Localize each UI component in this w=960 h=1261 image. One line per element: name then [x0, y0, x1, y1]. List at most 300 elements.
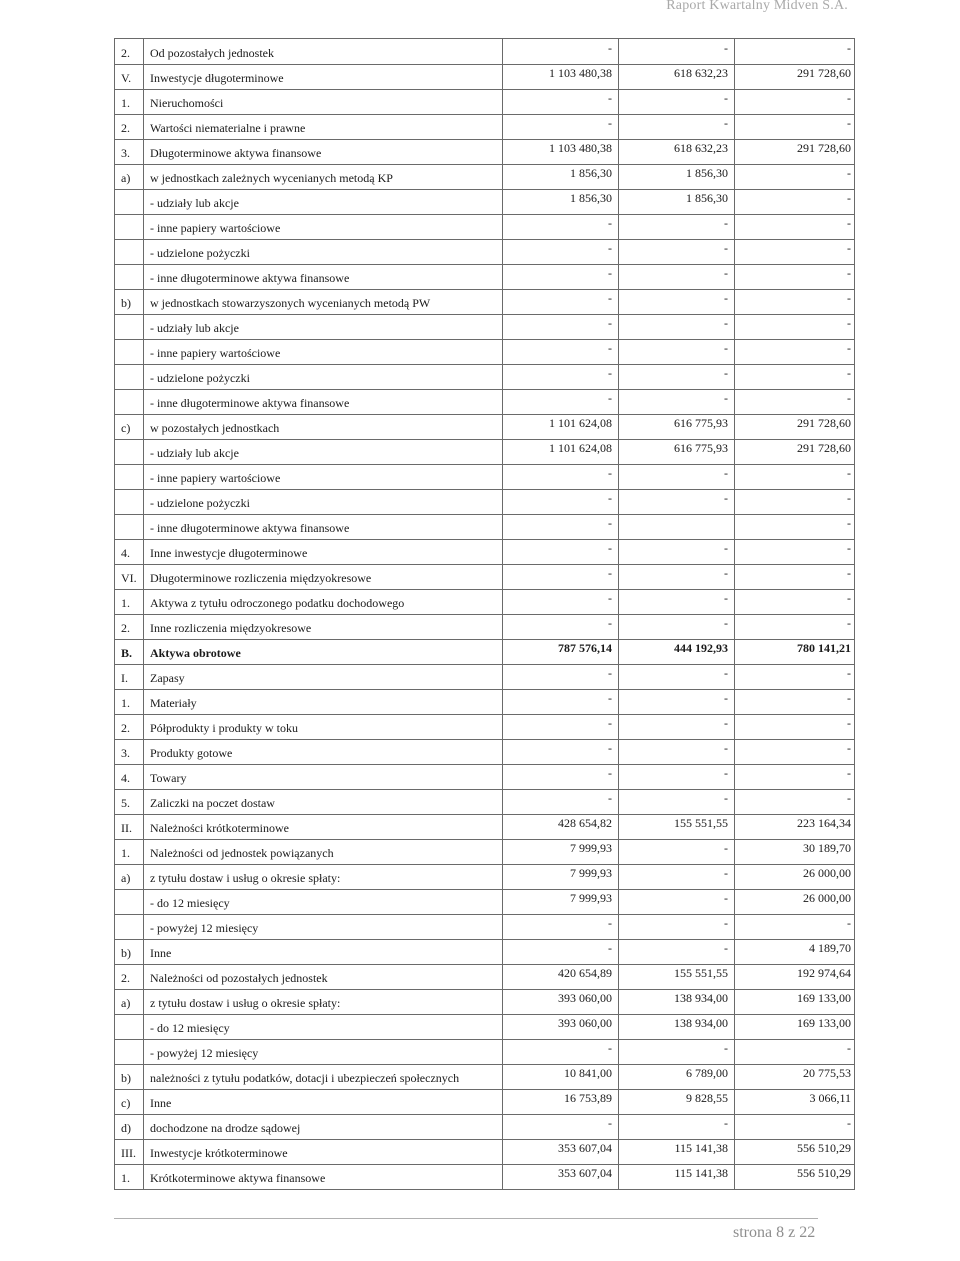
row-label: - inne papiery wartościowe [150, 471, 281, 485]
page-number: strona 8 z 22 [733, 1224, 816, 1241]
value-cell-col2: - [724, 91, 728, 105]
row-label: Inwestycje krótkoterminowe [150, 1146, 288, 1160]
value-cell-col1: 16 753,89 [564, 1091, 612, 1105]
row-number: VI. [121, 571, 137, 585]
row-label: - udziały lub akcje [150, 446, 239, 460]
table-row [115, 1089, 856, 1114]
row-divider [115, 1014, 854, 1015]
value-cell-col3: 26 000,00 [803, 891, 851, 905]
table-row [115, 1039, 856, 1064]
row-divider [115, 1039, 854, 1040]
value-cell-col1: 420 654,89 [558, 966, 612, 980]
value-cell-col2: - [724, 291, 728, 305]
value-cell-col3: 780 141,21 [797, 641, 851, 655]
row-number: d) [121, 1121, 131, 1135]
row-label: - inne papiery wartościowe [150, 346, 281, 360]
row-number: III. [121, 1146, 136, 1160]
table-row [115, 1164, 856, 1189]
row-divider [115, 514, 854, 515]
row-label: Aktywa z tytułu odroczonego podatku dochodowego [150, 596, 405, 610]
value-cell-col1: - [608, 691, 612, 705]
value-cell-col3: 291 728,60 [797, 141, 851, 155]
row-label: Inne [150, 946, 172, 960]
row-number: 5. [121, 796, 130, 810]
value-cell-col2: 115 141,38 [674, 1141, 728, 1155]
value-cell-col1: 428 654,82 [558, 816, 612, 830]
value-cell-col2: 155 551,55 [674, 816, 728, 830]
row-number: 1. [121, 96, 130, 110]
row-label: Materiały [150, 696, 197, 710]
row-number: 2. [121, 121, 130, 135]
row-label: Zaliczki na poczet dostaw [150, 796, 275, 810]
row-divider [115, 139, 854, 140]
value-cell-col1: 1 856,30 [570, 191, 612, 205]
value-cell-col2: - [724, 841, 728, 855]
table-row [115, 164, 856, 189]
row-number: b) [121, 1071, 131, 1085]
table-row [115, 439, 856, 464]
table-row [115, 1139, 856, 1164]
row-number: b) [121, 296, 131, 310]
value-cell-col2: - [724, 616, 728, 630]
value-cell-col3: - [847, 766, 851, 780]
value-cell-col1: 787 576,14 [558, 641, 612, 655]
row-number: 2. [121, 971, 130, 985]
row-label: Inwestycje długoterminowe [150, 71, 284, 85]
value-cell-col3: 223 164,34 [797, 816, 851, 830]
table-row [115, 214, 856, 239]
row-label: Nieruchomości [150, 96, 224, 110]
table-row [115, 489, 856, 514]
row-divider [115, 1164, 854, 1165]
row-label: Inne [150, 1096, 172, 1110]
table-row [115, 1114, 856, 1139]
value-cell-col1: 10 841,00 [564, 1066, 612, 1080]
row-label: Wartości niematerialne i prawne [150, 121, 306, 135]
table-row [115, 664, 856, 689]
value-cell-col1: - [608, 791, 612, 805]
table-row [115, 539, 856, 564]
value-cell-col2: 616 775,93 [674, 416, 728, 430]
row-number: 3. [121, 746, 130, 760]
value-cell-col2: - [724, 741, 728, 755]
value-cell-col3: - [847, 1041, 851, 1055]
value-cell-col1: - [608, 591, 612, 605]
row-number: 1. [121, 846, 130, 860]
row-divider [115, 1089, 854, 1090]
value-cell-col1: 393 060,00 [558, 991, 612, 1005]
row-number: II. [121, 821, 132, 835]
table-row [115, 239, 856, 264]
value-cell-col2: - [724, 116, 728, 130]
value-cell-col3: - [847, 291, 851, 305]
row-number: 2. [121, 621, 130, 635]
value-cell-col2: - [724, 566, 728, 580]
table-row [115, 814, 856, 839]
row-divider [115, 839, 854, 840]
value-cell-col3: - [847, 491, 851, 505]
value-cell-col3: - [847, 541, 851, 555]
row-divider [115, 989, 854, 990]
row-label: należności z tytułu podatków, dotacji i ubezpieczeń społecznych [150, 1071, 460, 1085]
value-cell-col1: - [608, 741, 612, 755]
row-label: - powyżej 12 miesięcy [150, 1046, 259, 1060]
row-divider [115, 889, 854, 890]
row-divider [115, 439, 854, 440]
table-row [115, 789, 856, 814]
row-label: - udziały lub akcje [150, 196, 239, 210]
row-label: Inne rozliczenia międzyokresowe [150, 621, 312, 635]
row-divider [115, 314, 854, 315]
row-divider [115, 639, 854, 640]
value-cell-col3: 291 728,60 [797, 441, 851, 455]
row-divider [115, 739, 854, 740]
value-cell-col3: - [847, 916, 851, 930]
value-cell-col2: - [724, 716, 728, 730]
table-row [115, 114, 856, 139]
row-divider [115, 239, 854, 240]
row-divider [115, 814, 854, 815]
value-cell-col2: - [724, 391, 728, 405]
value-cell-col2: - [724, 216, 728, 230]
row-label: z tytułu dostaw i usług o okresie spłaty: [150, 996, 341, 1010]
row-label: - do 12 miesięcy [150, 896, 230, 910]
value-cell-col2: - [724, 891, 728, 905]
row-divider [115, 664, 854, 665]
value-cell-col2: 618 632,23 [674, 141, 728, 155]
row-divider [115, 214, 854, 215]
table-row [115, 889, 856, 914]
value-cell-col1: - [608, 266, 612, 280]
value-cell-col3: - [847, 466, 851, 480]
value-cell-col3: - [847, 716, 851, 730]
row-divider [115, 1139, 854, 1140]
value-cell-col1: - [608, 241, 612, 255]
row-label: Inne inwestycje długoterminowe [150, 546, 308, 560]
row-divider [115, 914, 854, 915]
value-cell-col2: 155 551,55 [674, 966, 728, 980]
value-cell-col2: - [724, 1116, 728, 1130]
row-divider [115, 164, 854, 165]
row-divider [115, 289, 854, 290]
value-cell-col1: - [608, 566, 612, 580]
row-divider [115, 114, 854, 115]
row-divider [115, 589, 854, 590]
value-cell-col1: - [608, 616, 612, 630]
row-label: Należności od pozostałych jednostek [150, 971, 328, 985]
value-cell-col1: 393 060,00 [558, 1016, 612, 1030]
row-number: 1. [121, 696, 130, 710]
value-cell-col1: - [608, 666, 612, 680]
row-number: a) [121, 171, 131, 185]
row-label: Krótkoterminowe aktywa finansowe [150, 1171, 326, 1185]
value-cell-col2: - [724, 941, 728, 955]
value-cell-col1: - [608, 1116, 612, 1130]
row-label: w jednostkach zależnych wycenianych metodą KP [150, 171, 393, 185]
table-row [115, 589, 856, 614]
value-cell-col3: 30 189,70 [803, 841, 851, 855]
table-row [115, 139, 856, 164]
row-label: Długoterminowe aktywa finansowe [150, 146, 322, 160]
value-cell-col1: 1 101 624,08 [549, 416, 612, 430]
value-cell-col3: 169 133,00 [797, 991, 851, 1005]
value-cell-col1: - [608, 391, 612, 405]
value-cell-col1: - [608, 116, 612, 130]
row-number: 1. [121, 596, 130, 610]
value-cell-col2: 9 828,55 [686, 1091, 728, 1105]
value-cell-col2: - [724, 366, 728, 380]
row-number: 2. [121, 721, 130, 735]
value-cell-col3: - [847, 791, 851, 805]
value-cell-col2: 115 141,38 [674, 1166, 728, 1180]
value-cell-col3: 3 066,11 [809, 1091, 851, 1105]
value-cell-col3: - [847, 616, 851, 630]
value-cell-col1: - [608, 91, 612, 105]
value-cell-col2: - [724, 491, 728, 505]
row-label: - udziały lub akcje [150, 321, 239, 335]
row-label: Aktywa obrotowe [150, 646, 241, 660]
report-header-title: Raport Kwartalny Midven S.A. [666, 0, 848, 13]
value-cell-col1: - [608, 916, 612, 930]
row-number: B. [121, 646, 133, 660]
row-divider [115, 614, 854, 615]
value-cell-col1: - [608, 541, 612, 555]
value-cell-col2: 1 856,30 [686, 166, 728, 180]
value-cell-col3: - [847, 166, 851, 180]
table-row [115, 914, 856, 939]
value-cell-col3: - [847, 691, 851, 705]
row-divider [115, 189, 854, 190]
value-cell-col2: 138 934,00 [674, 1016, 728, 1030]
table-row [115, 939, 856, 964]
value-cell-col1: 353 607,04 [558, 1141, 612, 1155]
value-cell-col3: - [847, 191, 851, 205]
value-cell-col3: - [847, 241, 851, 255]
value-cell-col1: - [608, 766, 612, 780]
value-cell-col3: - [847, 366, 851, 380]
row-label: - do 12 miesięcy [150, 1021, 230, 1035]
row-number: a) [121, 996, 131, 1010]
row-divider [115, 364, 854, 365]
value-cell-col2: 138 934,00 [674, 991, 728, 1005]
value-cell-col2: - [724, 866, 728, 880]
row-number: b) [121, 946, 131, 960]
value-cell-col3: - [847, 591, 851, 605]
row-label: Produkty gotowe [150, 746, 233, 760]
value-cell-col2: 444 192,93 [674, 641, 728, 655]
table-row [115, 839, 856, 864]
value-cell-col3: - [847, 266, 851, 280]
row-label: z tytułu dostaw i usług o okresie spłaty: [150, 871, 341, 885]
row-divider [115, 389, 854, 390]
value-cell-col3: - [847, 666, 851, 680]
value-cell-col2: - [724, 766, 728, 780]
value-cell-col3: - [847, 516, 851, 530]
value-cell-col3: - [847, 316, 851, 330]
value-cell-col3: 20 775,53 [803, 1066, 851, 1080]
row-divider [115, 339, 854, 340]
row-number: 2. [121, 46, 130, 60]
row-divider [115, 564, 854, 565]
row-divider [115, 864, 854, 865]
value-cell-col1: 353 607,04 [558, 1166, 612, 1180]
row-number: c) [121, 421, 131, 435]
row-label: Zapasy [150, 671, 185, 685]
value-cell-col3: 169 133,00 [797, 1016, 851, 1030]
table-row [115, 989, 856, 1014]
table-row [115, 389, 856, 414]
table-row [115, 264, 856, 289]
row-label: - udzielone pożyczki [150, 371, 250, 385]
row-label: - inne długoterminowe aktywa finansowe [150, 521, 350, 535]
value-cell-col2: - [724, 691, 728, 705]
row-divider [115, 789, 854, 790]
value-cell-col1: 7 999,93 [570, 866, 612, 880]
table-row [115, 1064, 856, 1089]
value-cell-col2: - [724, 591, 728, 605]
value-cell-col1: 1 101 624,08 [549, 441, 612, 455]
row-label: w pozostałych jednostkach [150, 421, 280, 435]
value-cell-col2: - [724, 266, 728, 280]
value-cell-col3: 556 510,29 [797, 1166, 851, 1180]
value-cell-col3: - [847, 341, 851, 355]
value-cell-col1: - [608, 41, 612, 55]
row-number: c) [121, 1096, 131, 1110]
value-cell-col2: 1 856,30 [686, 191, 728, 205]
row-number: 1. [121, 1171, 130, 1185]
row-number: 4. [121, 546, 130, 560]
value-cell-col2: - [724, 791, 728, 805]
value-cell-col1: - [608, 491, 612, 505]
value-cell-col2: 618 632,23 [674, 66, 728, 80]
table-row [115, 39, 856, 64]
value-cell-col2: - [724, 316, 728, 330]
row-divider [115, 764, 854, 765]
table-row [115, 89, 856, 114]
value-cell-col2: - [724, 466, 728, 480]
value-cell-col3: - [847, 566, 851, 580]
value-cell-col3: - [847, 216, 851, 230]
table-row [115, 514, 856, 539]
row-label: - inne długoterminowe aktywa finansowe [150, 396, 350, 410]
value-cell-col1: 1 103 480,38 [549, 66, 612, 80]
table-row [115, 189, 856, 214]
table-row [115, 64, 856, 89]
value-cell-col1: - [608, 216, 612, 230]
table-row [115, 614, 856, 639]
value-cell-col3: 291 728,60 [797, 66, 851, 80]
value-cell-col2: - [724, 916, 728, 930]
value-cell-col1: - [608, 366, 612, 380]
value-cell-col1: - [608, 341, 612, 355]
row-divider [115, 714, 854, 715]
value-cell-col1: 7 999,93 [570, 891, 612, 905]
table-row [115, 314, 856, 339]
row-divider [115, 464, 854, 465]
value-cell-col3: - [847, 741, 851, 755]
value-cell-col2: 6 789,00 [686, 1066, 728, 1080]
row-label: Należności krótkoterminowe [150, 821, 289, 835]
value-cell-col3: - [847, 91, 851, 105]
row-number: a) [121, 871, 131, 885]
value-cell-col2: 616 775,93 [674, 441, 728, 455]
value-cell-col3: 192 974,64 [797, 966, 851, 980]
value-cell-col3: - [847, 116, 851, 130]
table-row [115, 339, 856, 364]
value-cell-col2: - [724, 241, 728, 255]
row-label: - powyżej 12 miesięcy [150, 921, 259, 935]
value-cell-col1: - [608, 291, 612, 305]
table-row [115, 364, 856, 389]
table-row [115, 639, 856, 664]
table-row [115, 289, 856, 314]
value-cell-col2: - [724, 41, 728, 55]
row-label: Należności od jednostek powiązanych [150, 846, 334, 860]
value-cell-col1: - [608, 466, 612, 480]
row-divider [115, 89, 854, 90]
value-cell-col1: - [608, 316, 612, 330]
value-cell-col3: - [847, 391, 851, 405]
value-cell-col3: - [847, 1116, 851, 1130]
value-cell-col2: - [724, 1041, 728, 1055]
value-cell-col1: - [608, 1041, 612, 1055]
row-divider [115, 1114, 854, 1115]
value-cell-col3: 556 510,29 [797, 1141, 851, 1155]
value-cell-col3: 291 728,60 [797, 416, 851, 430]
value-cell-col1: - [608, 516, 612, 530]
row-number: V. [121, 71, 132, 85]
row-label: Półprodukty i produkty w toku [150, 721, 299, 735]
row-divider [115, 414, 854, 415]
table-row [115, 464, 856, 489]
row-label: Towary [150, 771, 187, 785]
row-label: Długoterminowe rozliczenia międzyokresowe [150, 571, 372, 585]
row-divider [115, 489, 854, 490]
value-cell-col3: 4 189,70 [809, 941, 851, 955]
table-row [115, 864, 856, 889]
table-row [115, 564, 856, 589]
row-label: - inne długoterminowe aktywa finansowe [150, 271, 350, 285]
row-label: - udzielone pożyczki [150, 496, 250, 510]
row-number: 3. [121, 146, 130, 160]
value-cell-col1: - [608, 716, 612, 730]
row-number: 4. [121, 771, 130, 785]
row-label: Od pozostałych jednostek [150, 46, 274, 60]
table-row [115, 1014, 856, 1039]
value-cell-col2: - [724, 541, 728, 555]
table-row [115, 414, 856, 439]
value-cell-col2: - [724, 666, 728, 680]
row-label: w jednostkach stowarzyszonych wycenianych metodą PW [150, 296, 431, 310]
value-cell-col2: - [724, 341, 728, 355]
row-divider [115, 1064, 854, 1065]
value-cell-col3: - [847, 41, 851, 55]
row-divider [115, 64, 854, 65]
table-row [115, 689, 856, 714]
value-cell-col1: 1 103 480,38 [549, 141, 612, 155]
row-label: - udzielone pożyczki [150, 246, 250, 260]
row-divider [115, 539, 854, 540]
table-row [115, 764, 856, 789]
value-cell-col3: 26 000,00 [803, 866, 851, 880]
row-divider [115, 964, 854, 965]
row-number: I. [121, 671, 128, 685]
row-label: - inne papiery wartościowe [150, 221, 281, 235]
row-divider [115, 264, 854, 265]
value-cell-col1: 7 999,93 [570, 841, 612, 855]
row-divider [115, 689, 854, 690]
table-row [115, 739, 856, 764]
